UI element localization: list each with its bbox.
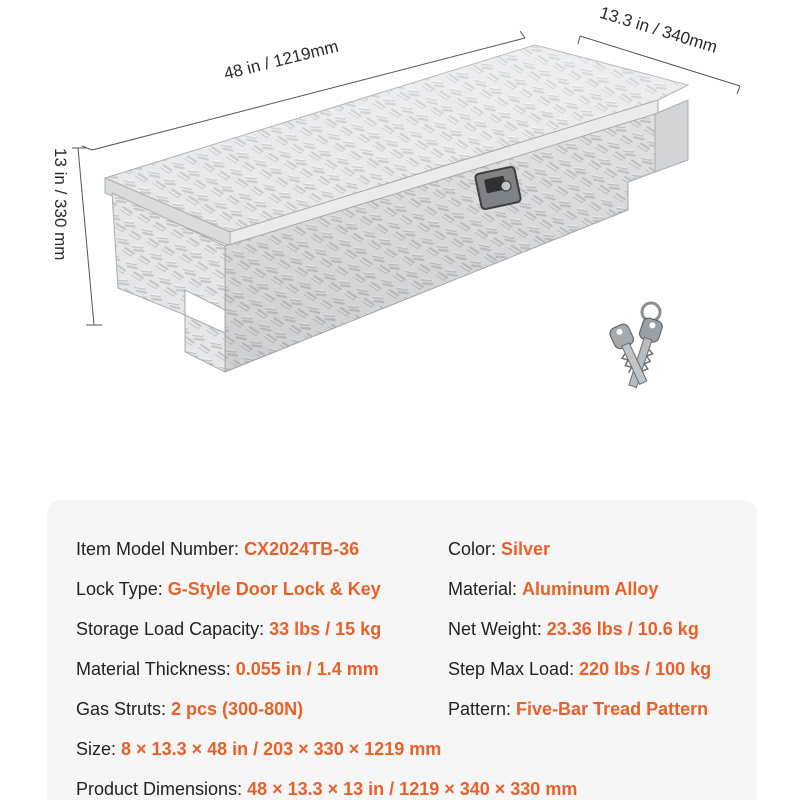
spec-label: Item Model Number:	[76, 539, 245, 559]
spec-thickness	[76, 659, 379, 680]
spec-value: CX2024TB-36	[244, 539, 360, 559]
spec-color	[448, 539, 550, 560]
spec-label: Lock Type:	[76, 579, 168, 599]
spec-lock-type	[76, 579, 381, 600]
lock-handle-icon	[475, 166, 522, 210]
spec-material	[448, 579, 658, 600]
spec-label: Pattern:	[448, 699, 517, 719]
spec-value: 8 × 13.3 × 48 in / 203 × 330 × 1219 mm	[121, 739, 442, 759]
spec-label: Product Dimensions:	[76, 779, 248, 799]
height-dimension-label: 13 in / 330 mm	[51, 148, 70, 261]
spec-value: 33 lbs / 15 kg	[269, 619, 382, 639]
spec-label: Storage Load Capacity:	[76, 619, 270, 639]
spec-net-weight	[448, 619, 699, 640]
spec-label: Material Thickness:	[76, 659, 236, 679]
spec-label: Net Weight:	[448, 619, 547, 639]
spec-value: 23.36 lbs / 10.6 kg	[546, 619, 699, 639]
spec-size	[76, 739, 441, 760]
spec-label: Color:	[448, 539, 502, 559]
spec-label: Material:	[448, 579, 523, 599]
spec-label: Step Max Load:	[448, 659, 580, 679]
spec-capacity	[76, 619, 381, 640]
length-dimension-label: 48 in / 1219mm	[222, 36, 341, 84]
spec-product-dimensions	[76, 779, 577, 800]
width-dimension-label: 13.3 in / 340mm	[597, 3, 720, 57]
spec-value: 0.055 in / 1.4 mm	[235, 659, 379, 679]
spec-value: G-Style Door Lock & Key	[167, 579, 381, 599]
spec-gas-struts	[76, 699, 303, 720]
spec-value: 220 lbs / 100 kg	[579, 659, 712, 679]
spec-model	[76, 539, 359, 560]
keys-icon	[608, 303, 664, 389]
spec-value: Five-Bar Tread Pattern	[516, 699, 709, 719]
spec-value: 2 pcs (300-80N)	[171, 699, 304, 719]
spec-step-load	[448, 659, 711, 680]
spec-value: Aluminum Alloy	[522, 579, 659, 599]
spec-value: Silver	[501, 539, 551, 559]
spec-label: Gas Struts:	[76, 699, 172, 719]
spec-pattern	[448, 699, 708, 720]
spec-value: 48 × 13.3 × 13 in / 1219 × 340 × 330 mm	[247, 779, 578, 799]
spec-label: Size:	[76, 739, 122, 759]
